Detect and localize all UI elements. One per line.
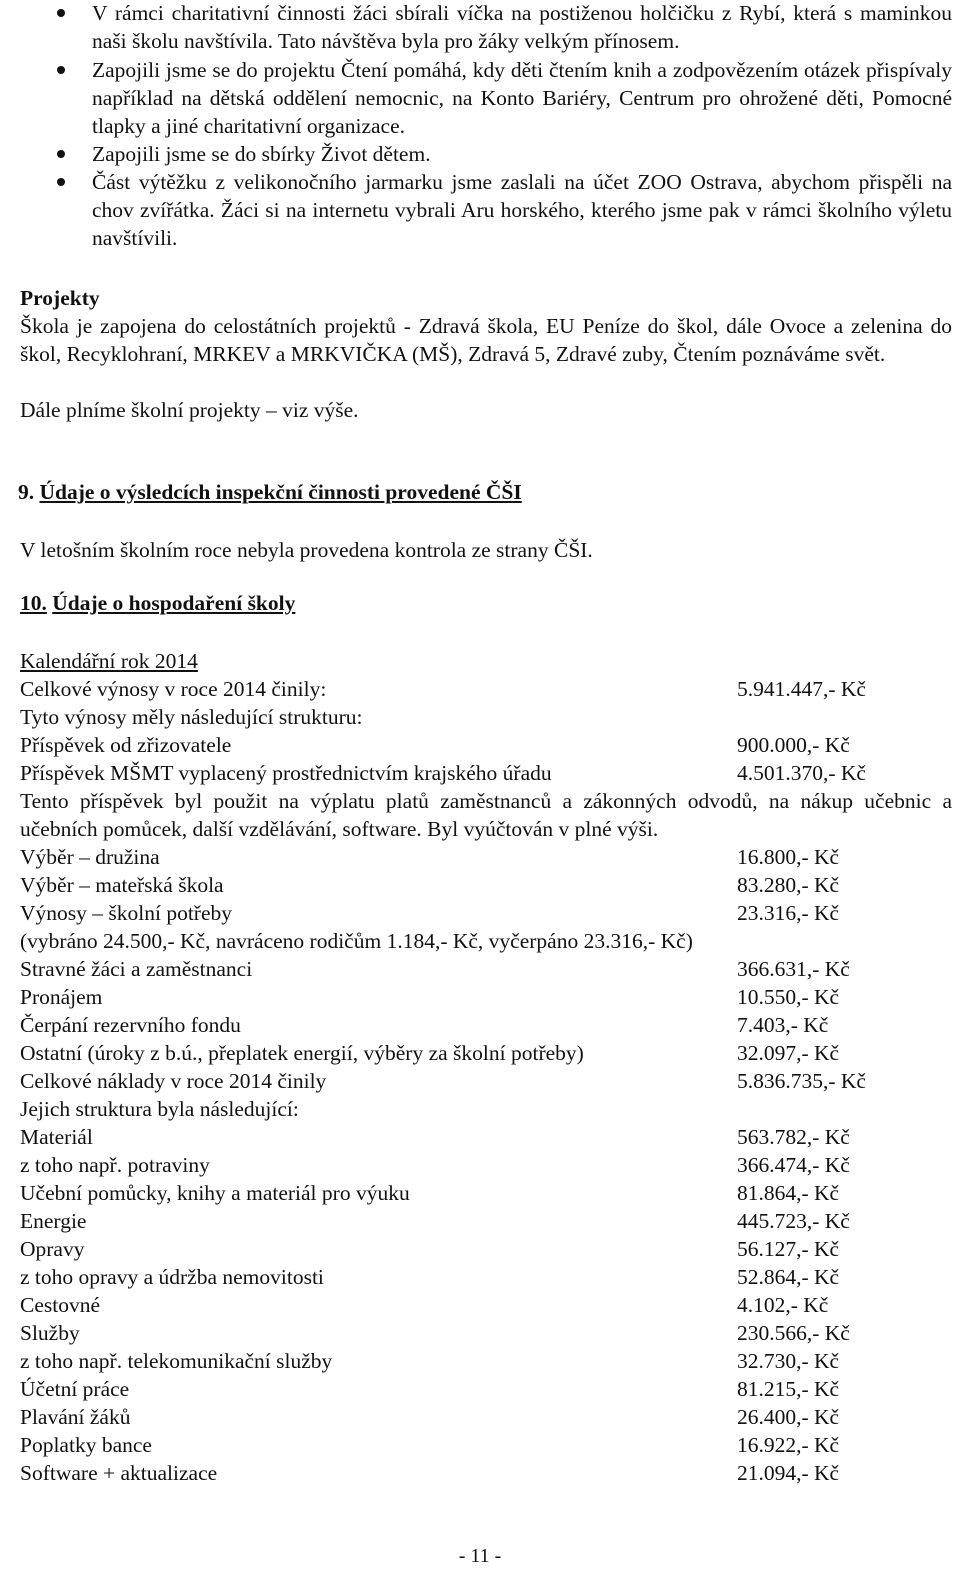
- table-row: z toho opravy a údržba nemovitosti 52.864,- Kč: [20, 1265, 840, 1289]
- table-row: Celkové výnosy v roce 2014 činily: 5.941.447,- Kč: [20, 677, 866, 701]
- list-item-text: Část výtěžku z velikonočního jarmarku jsme zaslali na účet ZOO Ostrava, abychom přispěli na chov zvířátka. Žáci si na internetu vybrali Aru horského, kterého jsme pak v rámci školního výletu navštívili.: [92, 170, 952, 250]
- bullet-icon: [57, 150, 65, 158]
- finance-list: [20, 647, 952, 1487]
- table-row: Učební pomůcky, knihy a materiál pro výuku 81.864,- Kč: [20, 1181, 840, 1205]
- table-row: Software + aktualizace 21.094,- Kč: [20, 1461, 840, 1485]
- projekty-text-2: Dále plníme školní projekty – viz výše.: [20, 398, 359, 422]
- table-row: Tyto výnosy měly následující strukturu:: [20, 705, 363, 729]
- list-item-text: Zapojili jsme se do sbírky Život dětem.: [92, 142, 431, 166]
- table-row: Služby 230.566,- Kč: [20, 1321, 850, 1345]
- projekty-heading: Projekty: [20, 286, 100, 310]
- section-9-text: V letošním školním roce nebyla provedena kontrola ze strany ČŠI.: [20, 538, 593, 562]
- finance-note: Tento příspěvek byl použit na výplatu platů zaměstnanců a zákonných odvodů, na nákup učebnic a učebních pomůcek, další vzdělávání, software. Byl vyúčtován v plné výši.: [20, 789, 952, 841]
- table-row: Pronájem 10.550,- Kč: [20, 985, 840, 1009]
- table-row: Cestovné 4.102,- Kč: [20, 1293, 829, 1317]
- section-9-title: Údaje o výsledcích inspekční činnosti provedené ČŠI: [39, 480, 522, 504]
- table-row: Ostatní (úroky z b.ú., přeplatek energií, výběry za školní potřeby) 32.097,- Kč: [20, 1041, 840, 1065]
- list-item: [0, 168, 960, 252]
- table-row: Jejich struktura byla následující:: [20, 1097, 299, 1121]
- table-row: Příspěvek MŠMT vyplacený prostřednictvím krajského úřadu 4.501.370,- Kč: [20, 761, 866, 785]
- page-number: - 11 -: [458, 1545, 502, 1567]
- list-item: [0, 0, 960, 55]
- table-row: Poplatky bance 16.922,- Kč: [20, 1433, 840, 1457]
- list-item: [0, 140, 960, 168]
- finance-year-heading: Kalendářní rok 2014: [20, 649, 198, 673]
- table-row: Výběr – družina 16.800,- Kč: [20, 845, 840, 869]
- table-row: Výběr – mateřská škola 83.280,- Kč: [20, 873, 840, 897]
- projekty-text: Škola je zapojena do celostátních projektů - Zdravá škola, EU Peníze do škol, dále Ovoce a zelenina do škol, Recyklohraní, MRKEV a MRKVIČKA (MŠ), Zdravá 5, Zdravé zuby, Čtením poznáváme svět.: [20, 314, 952, 366]
- table-row: Příspěvek od zřizovatele 900.000,- Kč: [20, 733, 850, 757]
- table-row: (vybráno 24.500,- Kč, navráceno rodičům 1.184,- Kč, vyčerpáno 23.316,- Kč): [20, 929, 693, 953]
- table-row: Opravy 56.127,- Kč: [20, 1237, 840, 1261]
- table-row: Stravné žáci a zaměstnanci 366.631,- Kč: [20, 957, 850, 981]
- list-item-text: Zapojili jsme se do projektu Čtení pomáhá, kdy děti čtením knih a zodpovězením otázek přispívaly například na dětská oddělení nemocnic, na Konto Bariéry, Centrum pro ohrožené děti, Pomocné tlapky a jiné charitativní organizace.: [92, 58, 952, 138]
- table-row: Celkové náklady v roce 2014 činily 5.836.735,- Kč: [20, 1069, 866, 1093]
- table-row: Čerpání rezervního fondu 7.403,- Kč: [20, 1013, 829, 1037]
- section-10-title: Údaje o hospodaření školy: [52, 591, 296, 615]
- bullet-icon: [57, 178, 65, 186]
- bullet-icon: [57, 66, 65, 74]
- table-row: Materiál 563.782,- Kč: [20, 1125, 850, 1149]
- activity-bullet-list: [0, 0, 960, 252]
- section-10-number: 10.: [20, 591, 47, 615]
- table-row: z toho např. potraviny 366.474,- Kč: [20, 1153, 850, 1177]
- list-item-text: V rámci charitativní činnosti žáci sbírali víčka na postiženou holčičku z Rybí, která s maminkou naši školu navštívila. Tato návštěva byla pro žáky velkým přínosem.: [92, 1, 952, 53]
- table-row: Plavání žáků 26.400,- Kč: [20, 1405, 840, 1429]
- table-row: Energie 445.723,- Kč: [20, 1209, 850, 1233]
- section-10-heading: [20, 591, 295, 616]
- bullet-icon: [57, 9, 65, 17]
- table-row: Účetní práce 81.215,- Kč: [20, 1377, 840, 1401]
- section-9-heading: [18, 480, 522, 505]
- section-9-number: 9.: [18, 480, 35, 504]
- table-row: z toho např. telekomunikační služby 32.730,- Kč: [20, 1349, 840, 1373]
- table-row: Výnosy – školní potřeby 23.316,- Kč: [20, 901, 840, 925]
- list-item: [0, 56, 960, 140]
